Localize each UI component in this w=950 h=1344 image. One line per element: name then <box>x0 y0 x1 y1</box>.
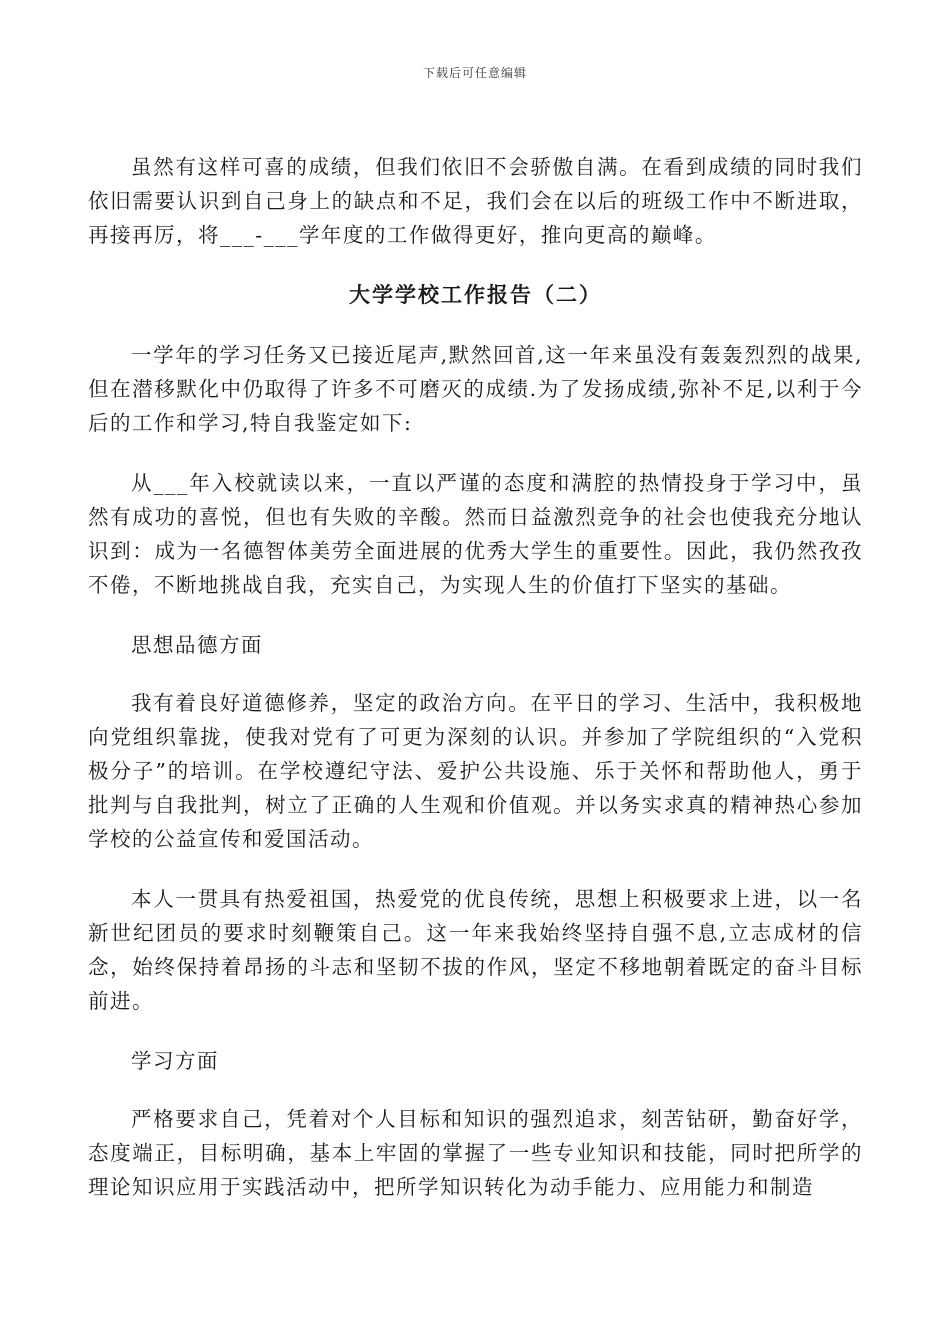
header-note: 下载后可任意编辑 <box>422 66 527 80</box>
paragraph-study: 严格要求自己，凭着对个人目标和知识的强烈追求，刻苦钻研，勤奋好学，态度端正，目标明确，基本上牢固的掌握了一些专业知识和技能，同时把所学的理论知识应用于实践活动中，把所学知识转化为动手能力、应用能力和制造 <box>88 1107 863 1199</box>
paragraph-closing: 虽然有这样可喜的成绩，但我们依旧不会骄傲自满。在看到成绩的同时我们依旧需要认识到自己身上的缺点和不足，我们会在以后的班级工作中不断进取，再接再厉，将___-___学年度的工作做得更好，推向更高的巅峰。 <box>88 155 863 247</box>
subheading-morality: 思想品德方面 <box>131 633 264 657</box>
document-body <box>88 150 863 1230</box>
paragraph-patriotism: 本人一贯具有热爱祖国，热爱党的优良传统，思想上积极要求上进，以一名新世纪团员的要求时刻鞭策自己。这一年来我始终坚持自强不息,立志成材的信念，始终保持着昂扬的斗志和坚韧不拔的作风，坚定不移地朝着既定的奋斗目标前进。 <box>88 887 863 1013</box>
paragraph-intro: 一学年的学习任务又已接近尾声,默然回首,这一年来虽没有轰轰烈烈的战果,但在潜移默化中仍取得了许多不可磨灭的成绩.为了发扬成绩,弥补不足,以利于今后的工作和学习,特自我鉴定如下: <box>88 343 863 435</box>
paragraph-enrollment: 从___年入校就读以来，一直以严谨的态度和满腔的热情投身于学习中，虽然有成功的喜悦，但也有失败的辛酸。然而日益激烈竞争的社会也使我充分地认识到：成为一名德智体美劳全面进展的优秀大学生的重要性。因此，我仍然孜孜不倦，不断地挑战自我，充实自己，为实现人生的价值打下坚实的基础。 <box>88 471 863 597</box>
subheading-study: 学习方面 <box>131 1049 220 1073</box>
section-heading: 大学学校工作报告（二） <box>349 282 602 307</box>
paragraph-morality: 我有着良好道德修养，坚定的政治方向。在平日的学习、生活中，我积极地向党组织靠拢，使我对党有了可更为深刻的认识。并参加了学院组织的“入党积极分子”的培训。在学校遵纪守法、爱护公共设施、乐于关怀和帮助他人，勇于批判与自我批判，树立了正确的人生观和价值观。并以务实求真的精神热心参加学校的公益宣传和爱国活动。 <box>88 691 863 851</box>
